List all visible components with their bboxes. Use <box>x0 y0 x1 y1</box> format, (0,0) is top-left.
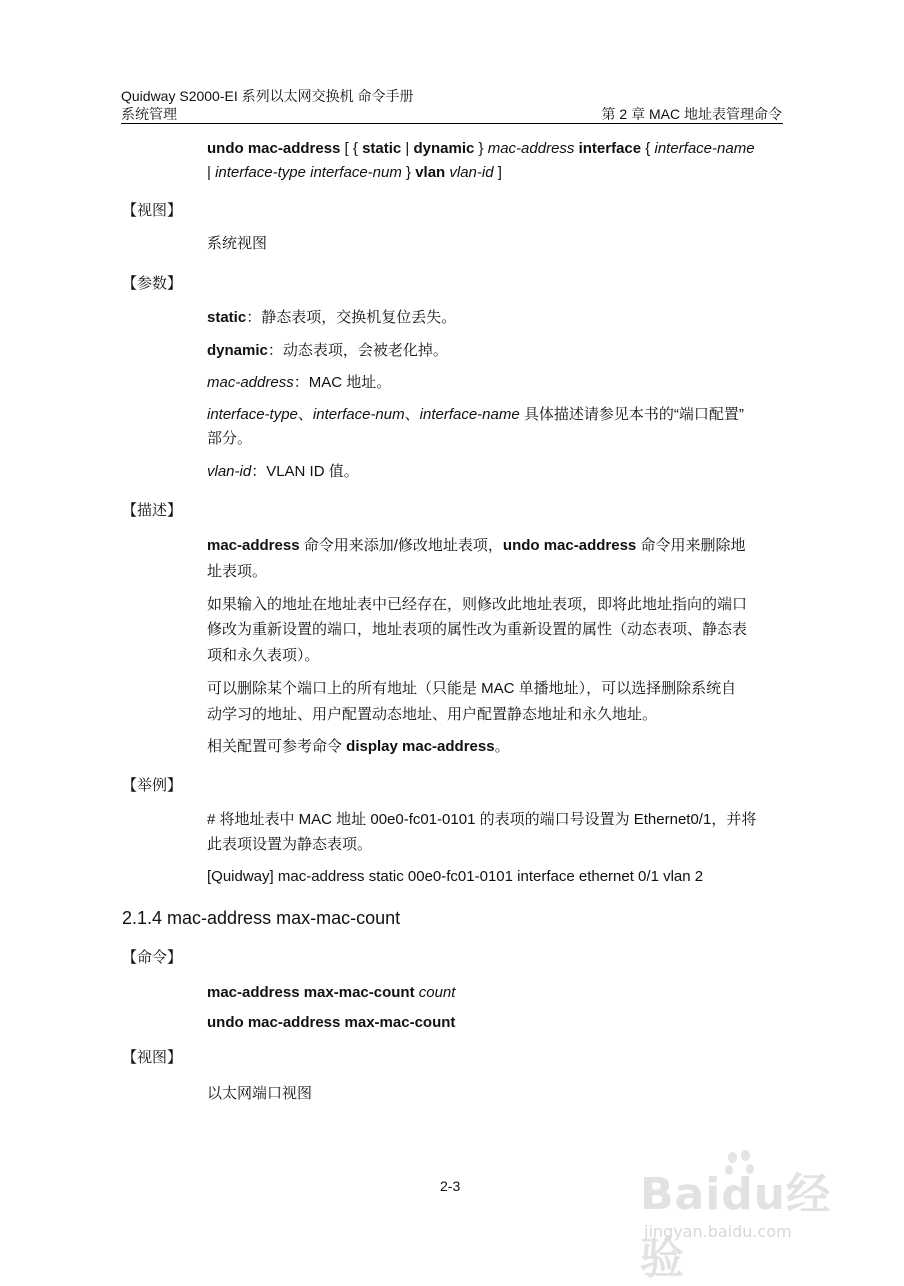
param-key: interface-type <box>207 406 298 423</box>
kw-dynamic: dynamic <box>413 140 475 157</box>
arg-vlan-id: vlan-id <box>445 164 494 181</box>
example-line1: # 将地址表中 MAC 地址 00e0-fc01-0101 的表项的端口号设置为 Ethernet0/1，并将 <box>207 811 757 828</box>
cmd2-line1 <box>207 984 455 1002</box>
param-mac-address <box>207 374 391 392</box>
desc-p4 <box>207 738 510 756</box>
param-desc: ：动态表项，会被老化掉。 <box>267 342 448 359</box>
kw: undo mac-address <box>502 537 637 554</box>
cmd-syntax-line-1 <box>207 140 755 158</box>
text: 命令用来添加/修改地址表项， <box>299 537 503 554</box>
cmd-syntax-line-2 <box>207 164 502 182</box>
kw: display mac-address <box>346 738 495 755</box>
desc-p1-line2: 址表项。 <box>207 563 268 580</box>
param-dynamic <box>207 342 448 360</box>
param-desc: 具体描述请参见本书的“端口配置” <box>519 406 744 423</box>
example-command: [Quidway] mac-address static 00e0-fc01-0101 interface ethernet 0/1 vlan 2 <box>207 868 704 885</box>
text: 命令用来删除地 <box>636 537 746 554</box>
view-text: 系统视图 <box>207 235 268 252</box>
header-rule <box>121 123 783 124</box>
param-key: mac-address <box>207 374 294 391</box>
subsection-title: 2.1.4 mac-address max-mac-count <box>122 908 401 928</box>
param-key: interface-num <box>312 406 405 423</box>
desc-p2-line2: 修改为重新设置的端口，地址表项的属性改为重新设置的属性（动态表项、静态表 <box>207 621 748 638</box>
text: { <box>641 140 655 157</box>
text: } <box>401 164 416 181</box>
arg-mac-address: mac-address <box>487 140 575 157</box>
cmd2-line2 <box>207 1014 455 1032</box>
param-static <box>207 309 456 327</box>
desc-p3-line2: 动学习的地址、用户配置动态地址、用户配置静态地址和永久地址。 <box>207 706 658 723</box>
desc-p1-line1 <box>207 537 745 555</box>
arg-interface-type-num: interface-type interface-num <box>215 164 402 181</box>
text: ] <box>493 164 502 181</box>
kw-undo: undo <box>207 140 244 157</box>
section-example: 【举例】 <box>122 777 183 794</box>
header-section: 系统管理 <box>121 106 177 122</box>
text: } <box>474 140 488 157</box>
param-interface <box>207 406 744 424</box>
desc-p2-line1: 如果输入的地址在地址表中已经存在，则修改此地址表项，即将此地址指向的端口 <box>207 596 748 613</box>
desc-p3-line1: 可以删除某个端口上的所有地址（只能是 MAC 单播地址），可以选择删除系统自 <box>207 680 737 697</box>
param-key: dynamic <box>207 342 268 359</box>
watermark-logo: Baidu经验 <box>640 1169 832 1284</box>
kw-interface: interface <box>574 140 642 157</box>
desc-p2-line3: 项和永久表项）。 <box>207 647 320 664</box>
example-line2: 此表项设置为静态表项。 <box>207 836 373 853</box>
text: | <box>207 164 216 181</box>
kw-vlan: vlan <box>415 164 446 181</box>
section-view: 【视图】 <box>122 202 183 219</box>
section-view-2: 【视图】 <box>122 1049 183 1066</box>
param-desc: ：VLAN ID 值。 <box>251 463 359 480</box>
text: | <box>401 140 414 157</box>
arg-interface-name: interface-name <box>654 140 755 157</box>
page-number: 2-3 <box>440 1178 461 1194</box>
text: [ { <box>340 140 363 157</box>
kw: mac-address max-mac-count <box>207 984 415 1001</box>
kw: mac-address <box>207 537 300 554</box>
param-interface-cont: 部分。 <box>207 430 253 447</box>
kw: undo mac-address max-mac-count <box>207 1014 456 1031</box>
param-vlan-id <box>207 463 359 481</box>
param-key: static <box>207 309 247 326</box>
baidu-watermark <box>640 1150 860 1284</box>
param-key: interface-name <box>419 406 520 423</box>
kw-mac-address: mac-address <box>247 140 341 157</box>
view2-text: 以太网端口视图 <box>207 1085 313 1102</box>
text: 。 <box>494 738 510 755</box>
section-command: 【命令】 <box>122 949 183 966</box>
arg-count: count <box>414 984 456 1001</box>
section-params: 【参数】 <box>122 275 183 292</box>
param-key: vlan-id <box>207 463 252 480</box>
header-chapter: 第 2 章 MAC 地址表管理命令 <box>601 106 782 122</box>
text: 、 <box>404 406 420 423</box>
watermark-url: jingyan.baidu.com <box>644 1222 792 1241</box>
text: 、 <box>297 406 313 423</box>
param-desc: ：静态表项，交换机复位丢失。 <box>246 309 457 326</box>
doc-title: Quidway S2000-EI 系列以太网交换机 命令手册 <box>121 88 414 104</box>
kw-static: static <box>362 140 402 157</box>
text: 相关配置可参考命令 <box>207 738 347 755</box>
section-desc: 【描述】 <box>122 502 183 519</box>
param-desc: ：MAC 地址。 <box>293 374 392 391</box>
